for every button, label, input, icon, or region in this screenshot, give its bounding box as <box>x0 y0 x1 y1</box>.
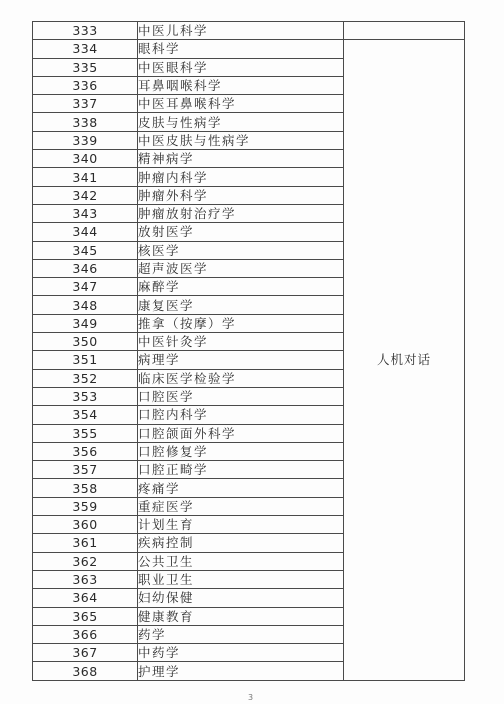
subject-name: 临床医学检验学 <box>138 369 344 387</box>
exam-mode-cell <box>344 40 465 680</box>
subject-code: 356 <box>33 442 138 460</box>
subject-code: 351 <box>33 351 138 369</box>
subject-name: 中医针灸学 <box>138 333 344 351</box>
subject-name: 健康教育 <box>138 607 344 625</box>
subject-name: 护理学 <box>138 662 344 680</box>
subject-code: 333 <box>33 22 138 40</box>
subject-name: 中医皮肤与性病学 <box>138 131 344 149</box>
subject-code: 363 <box>33 570 138 588</box>
subject-code: 337 <box>33 95 138 113</box>
subject-code: 364 <box>33 589 138 607</box>
subject-code: 366 <box>33 625 138 643</box>
subject-code: 335 <box>33 58 138 76</box>
subject-name: 精神病学 <box>138 150 344 168</box>
subject-code: 365 <box>33 607 138 625</box>
subject-code: 357 <box>33 461 138 479</box>
subject-code: 353 <box>33 387 138 405</box>
subject-name: 推拿（按摩）学 <box>138 314 344 332</box>
subject-code: 347 <box>33 278 138 296</box>
subject-name: 口腔修复学 <box>138 442 344 460</box>
subject-code: 359 <box>33 497 138 515</box>
subject-code: 361 <box>33 534 138 552</box>
subject-code: 358 <box>33 479 138 497</box>
exam-mode-label: 人机对话 <box>376 352 431 368</box>
subject-code: 338 <box>33 113 138 131</box>
subject-name: 妇幼保健 <box>138 589 344 607</box>
subject-name: 耳鼻咽喉科学 <box>138 76 344 94</box>
subject-name: 中医儿科学 <box>138 22 344 40</box>
subject-table <box>32 21 465 681</box>
subject-name: 口腔颌面外科学 <box>138 424 344 442</box>
subject-name: 公共卫生 <box>138 552 344 570</box>
table-row <box>33 40 465 58</box>
subject-code: 340 <box>33 150 138 168</box>
subject-code: 368 <box>33 662 138 680</box>
subject-code: 350 <box>33 333 138 351</box>
subject-code: 362 <box>33 552 138 570</box>
subject-name: 超声波医学 <box>138 259 344 277</box>
subject-code: 355 <box>33 424 138 442</box>
subject-code: 341 <box>33 168 138 186</box>
exam-mode-cell-top <box>344 22 465 40</box>
subject-name: 计划生育 <box>138 516 344 534</box>
subject-code: 334 <box>33 40 138 58</box>
subject-code: 336 <box>33 76 138 94</box>
subject-name: 肿瘤内科学 <box>138 168 344 186</box>
subject-name: 肿瘤外科学 <box>138 186 344 204</box>
subject-name: 皮肤与性病学 <box>138 113 344 131</box>
subject-name: 中药学 <box>138 644 344 662</box>
subject-name: 口腔内科学 <box>138 406 344 424</box>
subject-code: 344 <box>33 223 138 241</box>
subject-name: 病理学 <box>138 351 344 369</box>
subject-code: 352 <box>33 369 138 387</box>
subject-name: 中医耳鼻喉科学 <box>138 95 344 113</box>
subject-name: 疾病控制 <box>138 534 344 552</box>
subject-name: 中医眼科学 <box>138 58 344 76</box>
page-number: 3 <box>248 693 254 702</box>
subject-name: 疼痛学 <box>138 479 344 497</box>
subject-name: 眼科学 <box>138 40 344 58</box>
table-row <box>33 22 465 40</box>
subject-code: 354 <box>33 406 138 424</box>
subject-table-body <box>33 22 465 681</box>
subject-name: 放射医学 <box>138 223 344 241</box>
subject-name: 职业卫生 <box>138 570 344 588</box>
subject-name: 康复医学 <box>138 296 344 314</box>
subject-name: 核医学 <box>138 241 344 259</box>
subject-name: 麻醉学 <box>138 278 344 296</box>
subject-code: 367 <box>33 644 138 662</box>
subject-code: 360 <box>33 516 138 534</box>
subject-name: 药学 <box>138 625 344 643</box>
subject-name: 口腔医学 <box>138 387 344 405</box>
subject-name: 口腔正畸学 <box>138 461 344 479</box>
subject-name: 重症医学 <box>138 497 344 515</box>
subject-code: 339 <box>33 131 138 149</box>
subject-code: 345 <box>33 241 138 259</box>
subject-code: 346 <box>33 259 138 277</box>
subject-code: 348 <box>33 296 138 314</box>
subject-code: 343 <box>33 204 138 222</box>
subject-name: 肿瘤放射治疗学 <box>138 204 344 222</box>
subject-code: 349 <box>33 314 138 332</box>
subject-code: 342 <box>33 186 138 204</box>
